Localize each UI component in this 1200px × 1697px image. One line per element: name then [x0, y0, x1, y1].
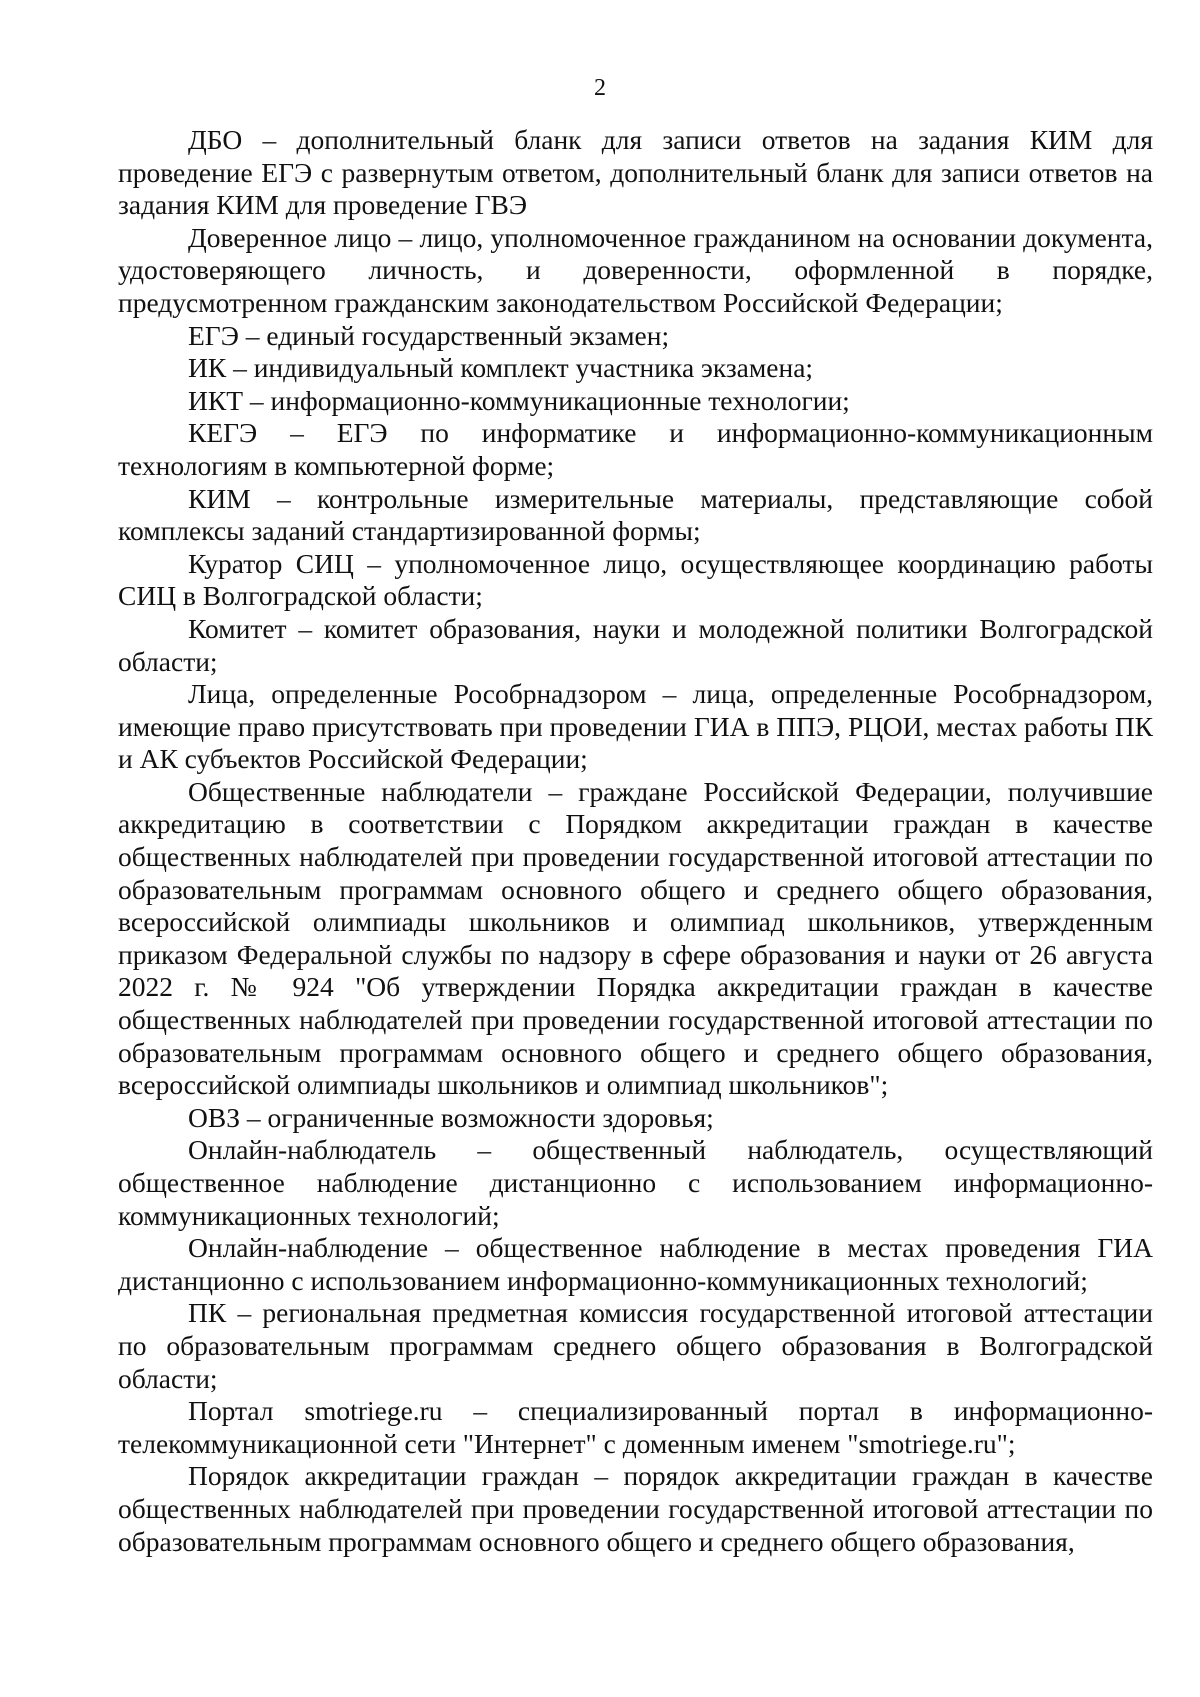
paragraph-onlayn-nablyudatel: Онлайн-наблюдатель – общественный наблюдатель, осуществляющий общественное наблюдение дистанционно с использованием информационно-коммуникационных технологий; — [118, 1134, 1153, 1231]
paragraph-kege: КЕГЭ – ЕГЭ по информатике и информационно-коммуникационным технологиям в компьютерной форме; — [118, 417, 1153, 481]
paragraph-ovz: ОВЗ – ограниченные возможности здоровья; — [188, 1101, 714, 1133]
paragraph-kurator-sic: Куратор СИЦ – уполномоченное лицо, осуществляющее координацию работы СИЦ в Волгоградской области; — [118, 547, 1153, 612]
paragraph-onlayn-nablyudenie: Онлайн-наблюдение – общественное наблюдение в местах проведения ГИА дистанционно с использованием информационно-коммуникационных технологий; — [118, 1232, 1153, 1296]
paragraph-poryadok-akkreditacii: Порядок аккредитации граждан – порядок аккредитации граждан в качестве общественных наблюдателей при проведении государственной итоговой аттестации по образовательным программам основного общего и среднего общего образования, — [118, 1460, 1153, 1557]
document-body — [118, 124, 1153, 1558]
page-number: 2 — [594, 75, 606, 101]
paragraph-ege: ЕГЭ – единый государственный экзамен; — [188, 319, 670, 351]
paragraph-dbo: ДБО – дополнительный бланк для записи ответов на задания КИМ для проведение ЕГЭ с развернутым ответом, дополнительный бланк для записи ответов на задания КИМ для проведение ГВЭ — [118, 124, 1153, 221]
paragraph-lica-rosobrnadzor: Лица, определенные Рособрнадзором – лица, определенные Рособрнадзором, имеющие право присутствовать при проведении ГИА в ППЭ, РЦОИ, местах работы ПК и АК субъектов Российской Федерации; — [118, 678, 1153, 775]
paragraph-pk: ПК – региональная предметная комиссия государственной итоговой аттестации по образовательным программам среднего общего образования в Волгоградской области; — [118, 1297, 1153, 1394]
paragraph-obshchestvennye-nablyudateli: Общественные наблюдатели – граждане Российской Федерации, получившие аккредитацию в соответствии с Порядком аккредитации граждан в качестве общественных наблюдателей при проведении государственной итоговой аттестации по образовательным программам основного общего и среднего общего образования, всероссийской олимпиады школьников и олимпиад школьников, утвержденным приказом Федеральной службы по надзору в сфере образования и науки от 26 августа 2022 г. № 924 "Об утверждении Порядка аккредитации граждан в качестве общественных наблюдателей при проведении государственной итоговой аттестации по образовательным программам основного общего и среднего общего образования, всероссийской олимпиады школьников и олимпиад школьников"; — [118, 775, 1153, 1101]
paragraph-ikt: ИКТ – информационно-коммуникационные технологии; — [188, 384, 850, 416]
paragraph-ik: ИК – индивидуальный комплект участника экзамена; — [188, 352, 814, 384]
paragraph-portal-smotriege: Портал smotriege.ru – специализированный портал в информационно-телекоммуникационной сети "Интернет" с доменным именем "smotriege.ru"; — [118, 1395, 1153, 1459]
paragraph-komitet: Комитет – комитет образования, науки и молодежной политики Волгоградской области; — [118, 612, 1153, 677]
paragraph-kim: КИМ – контрольные измерительные материалы, представляющие собой комплексы заданий стандартизированной формы; — [118, 482, 1153, 547]
paragraph-doverennoe-lico: Доверенное лицо – лицо, уполномоченное гражданином на основании документа, удостоверяющего личность, и доверенности, оформленной в порядке, предусмотренном гражданским законодательством Российской Федерации; — [118, 221, 1153, 318]
